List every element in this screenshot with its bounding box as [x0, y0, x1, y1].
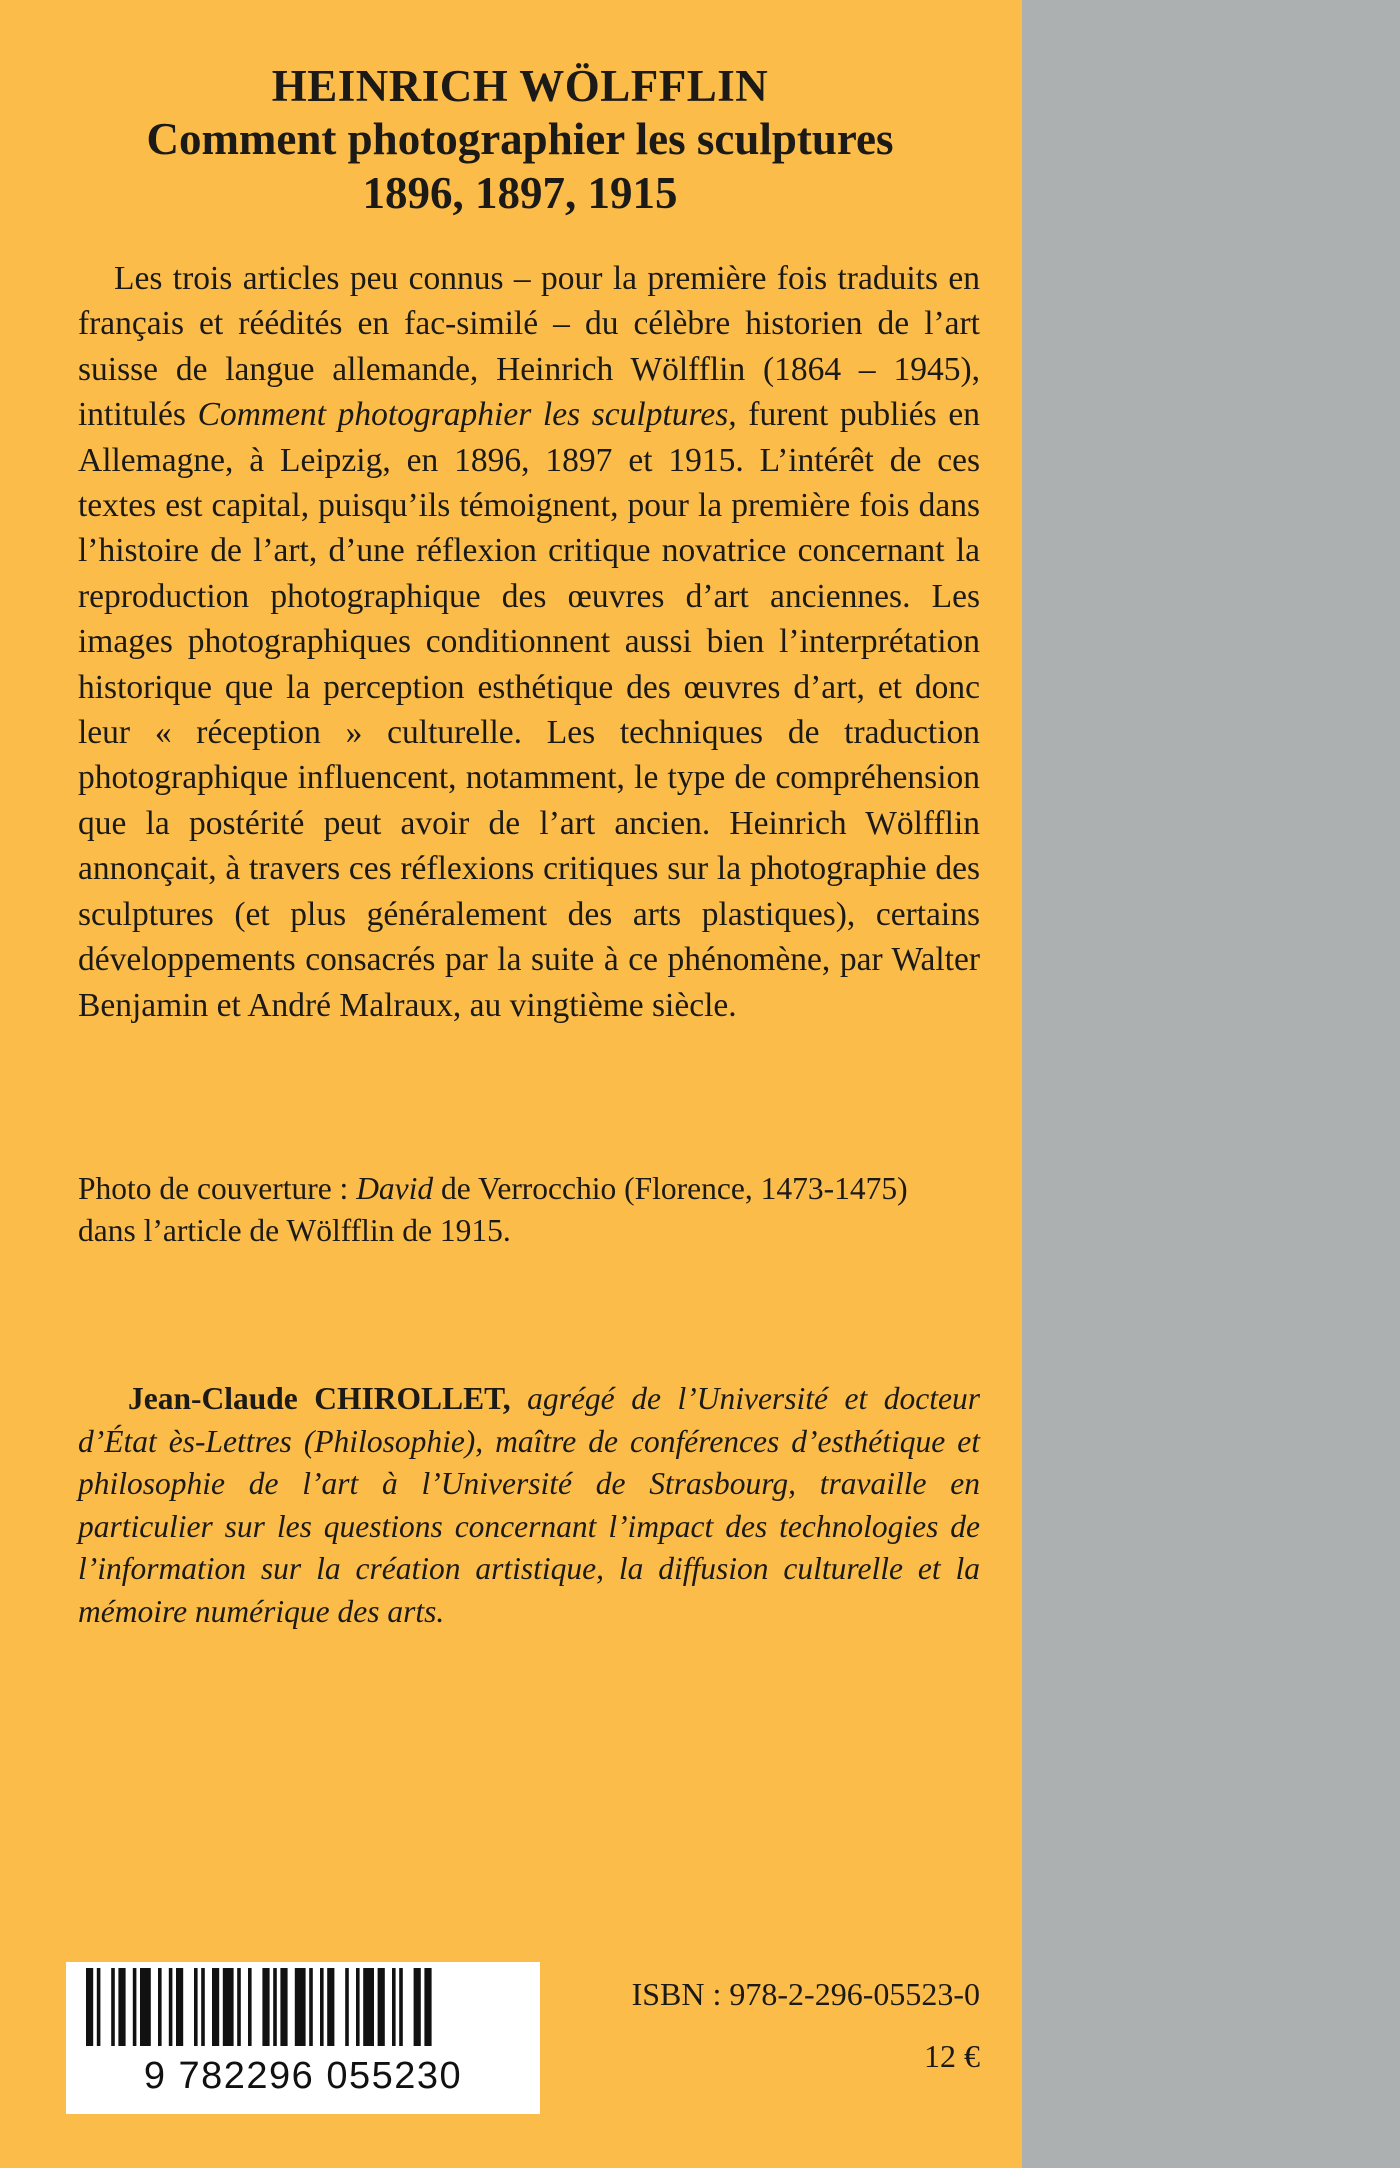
barcode-bar	[414, 1968, 421, 2048]
barcode-bar	[237, 1968, 241, 2048]
author-bio	[78, 1378, 980, 1633]
blurb-text-start: Les trois articles peu connus – pour la première fois traduits en français et réédités en fac-similé – du célèbre historien de l’art suisse de langue allemande, Heinrich Wölfflin (1864 – 1945), intitulés	[78, 260, 980, 434]
barcode-bar	[223, 1968, 234, 2048]
bio-text: agrégé de l’Université et docteur d’État ès-Lettres (Philosophie), maître de conférences d’esthétique et philosophie de l’art à l’Université de Strasbourg, travaille en particulier sur les questions concernant l’impact des technologies de l’information sur la création artistique, la diffusion culturelle et la mémoire numérique des arts.	[78, 1381, 980, 1629]
barcode-bar	[363, 1968, 374, 2048]
barcode-bar	[273, 1968, 277, 2048]
barcode-bar	[399, 1968, 403, 2048]
bio-name: Jean-Claude CHIROLLET,	[128, 1381, 511, 1416]
barcode-bar	[111, 1968, 115, 2048]
barcode-bar	[86, 1968, 93, 2048]
barcode-bar	[309, 1968, 313, 2048]
photo-credit-label: Photo de couverture :	[78, 1171, 357, 1206]
barcode-bar	[262, 1968, 269, 2048]
barcode-bar	[320, 1968, 324, 2048]
book-author: HEINRICH WÖLFFLIN	[271, 61, 769, 111]
photo-credit	[78, 1168, 998, 1252]
barcode-bar	[194, 1968, 198, 2048]
photo-credit-work: David	[356, 1171, 434, 1206]
isbn-number: ISBN : 978-2-296-05523-0	[631, 1976, 980, 2012]
barcode-bar	[169, 1968, 173, 2048]
barcode-bar	[140, 1968, 151, 2048]
barcode-bar	[392, 1968, 396, 2048]
barcode-bar	[176, 1968, 183, 2048]
barcode-bar	[295, 1968, 306, 2048]
barcode-bar	[158, 1968, 162, 2048]
book-years: 1896, 1897, 1915	[362, 168, 678, 218]
barcode-bar	[327, 1968, 334, 2048]
barcode-bar	[356, 1968, 360, 2048]
photo-credit-rest: de Verrocchio (Florence, 1473-1475)	[433, 1171, 908, 1206]
barcode-bar	[280, 1968, 287, 2048]
barcode-bar	[248, 1968, 252, 2048]
barcode-bar	[345, 1968, 349, 2048]
blurb-paragraph	[78, 256, 980, 1028]
blurb-text-end: furent publiés en Allemagne, à Leipzig, en 1896, 1897 et 1915. L’intérêt de ces textes est capital, puisqu’ils témoignent, pour la première fois dans l’histoire de l’art, d’une réflexion critique novatrice concernant la reproduction photographique des œuvres d’art anciennes. Les images photographiques conditionnent aussi bien l’interprétation historique que la perception esthétique des œuvres d’art, et donc leur « réception » culturelle. Les techniques de traduction photographique influencent, notamment, le type de compréhension que la postérité peut avoir de l’art ancien. Heinrich Wölfflin annonçait, à travers ces réflexions critiques sur la photographie des sculptures (et plus généralement des arts plastiques), certains développements consacrés par la suite à ce phénomène, par Walter Benjamin et André Malraux, au vingtième siècle.	[78, 396, 980, 1024]
book-title: Comment photographier les sculptures	[146, 114, 894, 164]
barcode-bar	[212, 1968, 219, 2048]
barcode-digits: 9 782296 055230	[66, 2046, 540, 2106]
grey-side-band	[1022, 0, 1400, 2168]
barcode-bar	[424, 1968, 431, 2048]
title-block	[40, 60, 1000, 220]
barcode-bar	[378, 1968, 385, 2048]
barcode-bars	[66, 1962, 540, 2048]
barcode-bar	[97, 1968, 101, 2048]
photo-credit-line2: dans l’article de Wölfflin de 1915.	[78, 1213, 511, 1248]
barcode-bar	[118, 1968, 125, 2048]
price: 12 €	[924, 2038, 980, 2074]
blurb-italic-title: Comment photographier les sculptures,	[197, 396, 737, 434]
barcode-bar	[201, 1968, 205, 2048]
barcode-bar	[133, 1968, 137, 2048]
